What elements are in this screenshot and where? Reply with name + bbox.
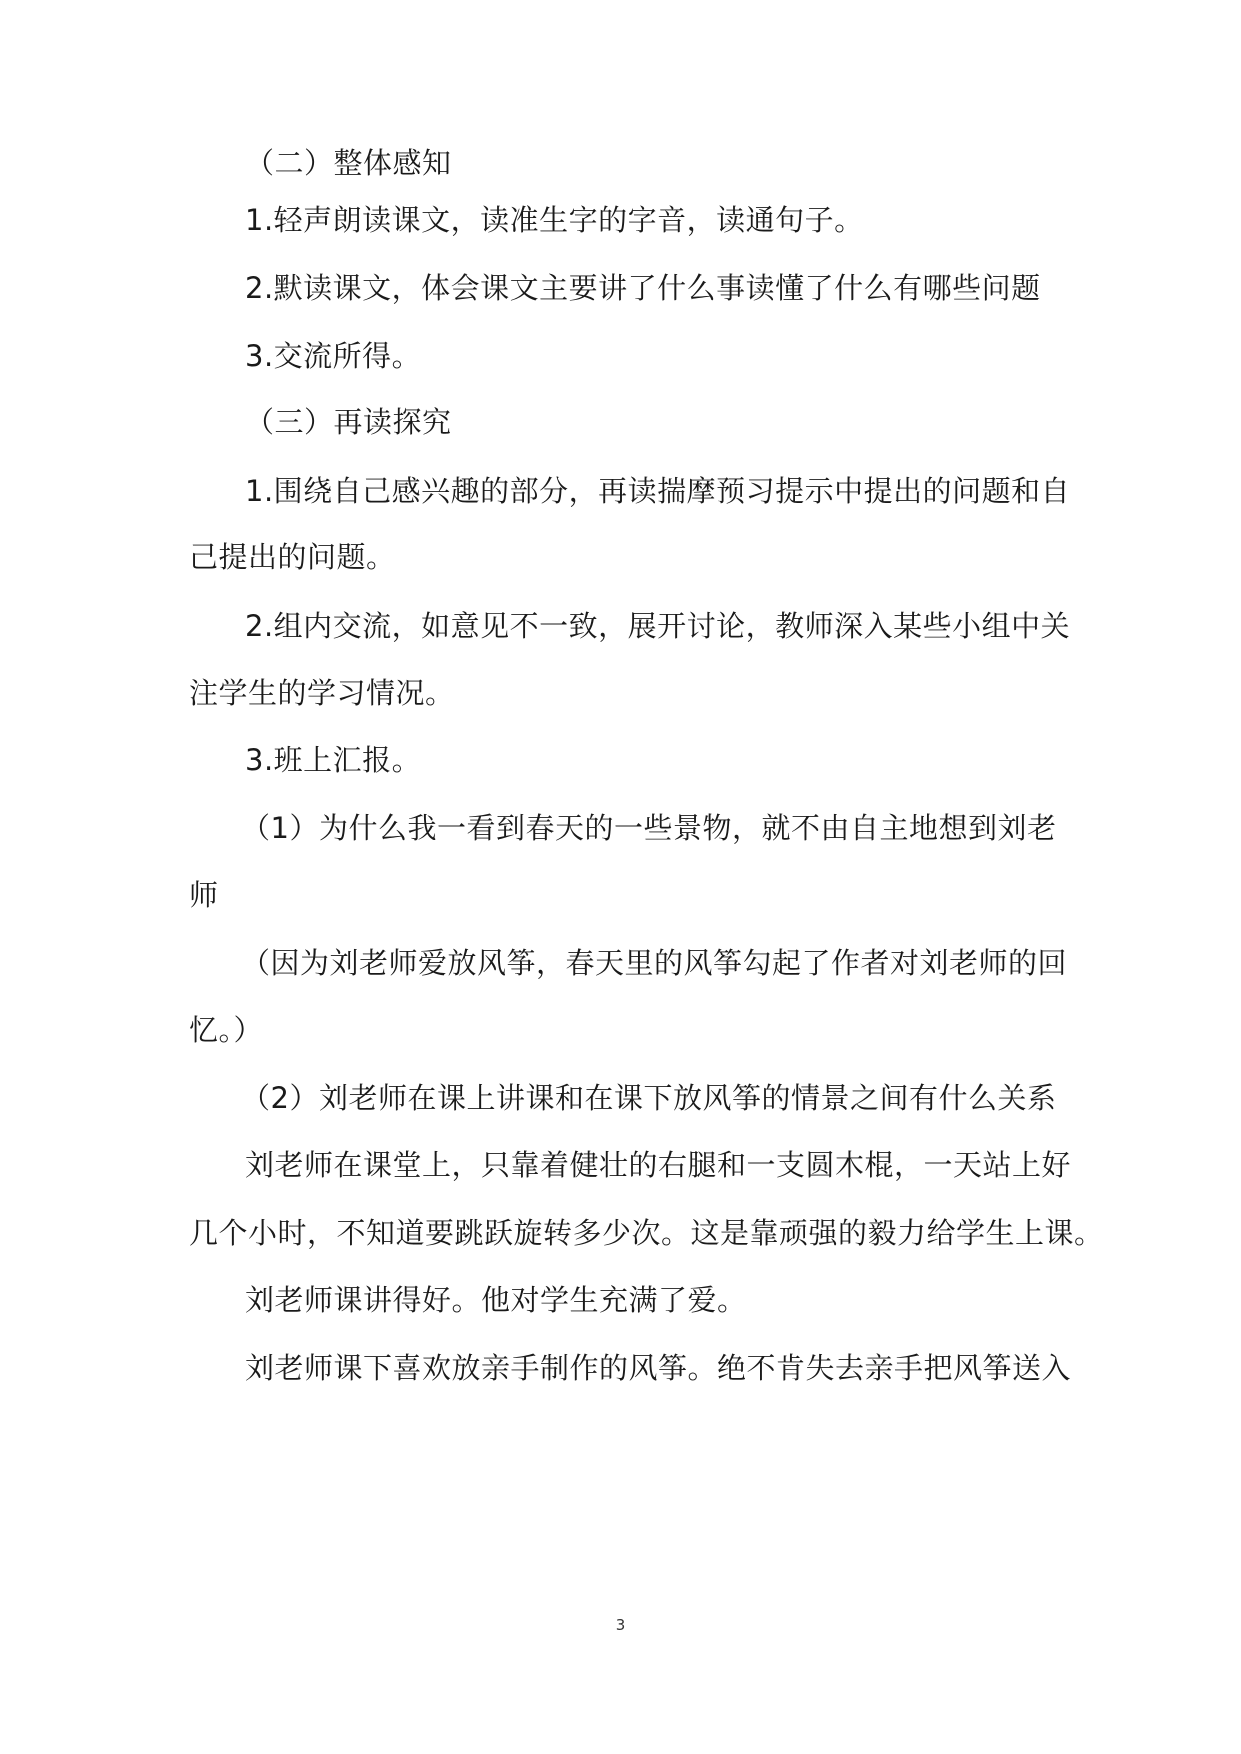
paragraph-line: 刘老师课讲得好。他对学生充满了爱。 xyxy=(245,1283,747,1317)
section-heading-reread-explore: （三）再读探究 xyxy=(245,405,452,439)
paragraph-line: 刘老师在课堂上，只靠着健壮的右腿和一支圆木棍，一天站上好 xyxy=(245,1148,1072,1182)
section-heading-overall-perception: （二）整体感知 xyxy=(245,146,452,180)
page-number: 3 xyxy=(615,1616,626,1634)
paragraph-line: 师 xyxy=(189,878,219,912)
paragraph-line: 注学生的学习情况。 xyxy=(189,676,455,710)
paragraph-line: （1）为什么我一看到春天的一些景物，就不由自主地想到刘老 xyxy=(241,811,1057,845)
paragraph-line: 1.轻声朗读课文，读准生字的字音，读通句子。 xyxy=(245,203,864,237)
paragraph-line: 1.围绕自己感兴趣的部分，再读揣摩预习提示中提出的问题和自 xyxy=(245,474,1071,508)
paragraph-line: （2）刘老师在课上讲课和在课下放风筝的情景之间有什么关系 xyxy=(241,1081,1057,1115)
paragraph-line: 2.组内交流，如意见不一致，展开讨论，教师深入某些小组中关 xyxy=(245,609,1071,643)
paragraph-line: （因为刘老师爱放风筝，春天里的风筝勾起了作者对刘老师的回 xyxy=(241,946,1068,980)
paragraph-line: 刘老师课下喜欢放亲手制作的风筝。绝不肯失去亲手把风筝送入 xyxy=(245,1351,1072,1385)
paragraph-line: 忆。） xyxy=(189,1013,264,1047)
paragraph-line: 3.班上汇报。 xyxy=(245,743,422,777)
paragraph-line: 己提出的问题。 xyxy=(189,540,396,574)
paragraph-line: 几个小时，不知道要跳跃旋转多少次。这是靠顽强的毅力给学生上课。 xyxy=(189,1216,1104,1250)
paragraph-line: 2.默读课文，体会课文主要讲了什么事读懂了什么有哪些问题 xyxy=(245,271,1041,305)
paragraph-line: 3.交流所得。 xyxy=(245,339,422,373)
